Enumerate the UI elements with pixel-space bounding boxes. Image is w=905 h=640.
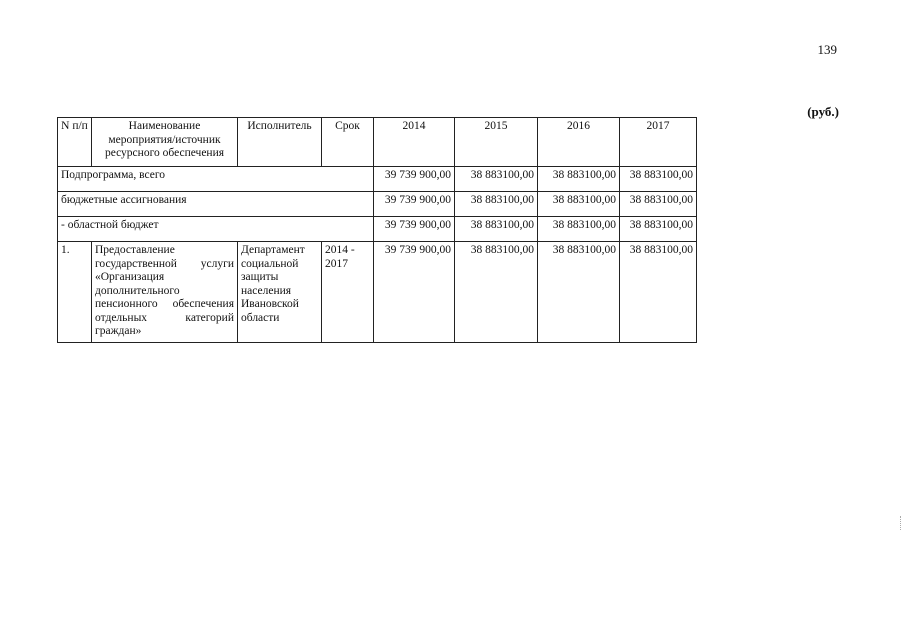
value-2017: 38 883100,00 <box>620 242 697 343</box>
header-term: Срок <box>322 118 374 167</box>
value-2015: 38 883100,00 <box>455 242 538 343</box>
value-2017: 38 883100,00 <box>620 192 697 217</box>
header-2015: 2015 <box>455 118 538 167</box>
value-2017: 38 883100,00 <box>620 217 697 242</box>
value-2016: 38 883100,00 <box>538 167 620 192</box>
row-label: бюджетные ассигнования <box>58 192 374 217</box>
header-2017: 2017 <box>620 118 697 167</box>
page-number: 139 <box>817 42 837 57</box>
value-2015: 38 883100,00 <box>455 192 538 217</box>
item-num: 1. <box>58 242 92 343</box>
table-row <box>58 242 697 343</box>
value-2016: 38 883100,00 <box>538 192 620 217</box>
table-row <box>58 167 697 192</box>
header-executor: Исполнитель <box>238 118 322 167</box>
value-2016: 38 883100,00 <box>538 242 620 343</box>
value-2014: 39 739 900,00 <box>374 217 455 242</box>
item-name: Предоставление государственной услуги «Организация дополнительного пенсионного обеспечения отдельных категорий граждан» <box>92 242 238 343</box>
row-label: - областной бюджет <box>58 217 374 242</box>
table-row <box>58 217 697 242</box>
header-name: Наименование мероприятия/источник ресурсного обеспечения <box>92 118 238 167</box>
table-row <box>58 192 697 217</box>
value-2017: 38 883100,00 <box>620 167 697 192</box>
header-2016: 2016 <box>538 118 620 167</box>
units-label: (руб.) <box>807 104 839 119</box>
header-num: N п/п <box>58 118 92 167</box>
value-2014: 39 739 900,00 <box>374 242 455 343</box>
budget-table <box>57 117 697 343</box>
header-2014: 2014 <box>374 118 455 167</box>
item-executor: Департамент социальной защиты населения Ивановской области <box>238 242 322 343</box>
value-2015: 38 883100,00 <box>455 217 538 242</box>
value-2016: 38 883100,00 <box>538 217 620 242</box>
row-label: Подпрограмма, всего <box>58 167 374 192</box>
value-2014: 39 739 900,00 <box>374 167 455 192</box>
item-term: 2014 - 2017 <box>322 242 374 343</box>
value-2014: 39 739 900,00 <box>374 192 455 217</box>
value-2015: 38 883100,00 <box>455 167 538 192</box>
scan-artifact <box>900 516 902 530</box>
table-header-row <box>58 118 697 167</box>
